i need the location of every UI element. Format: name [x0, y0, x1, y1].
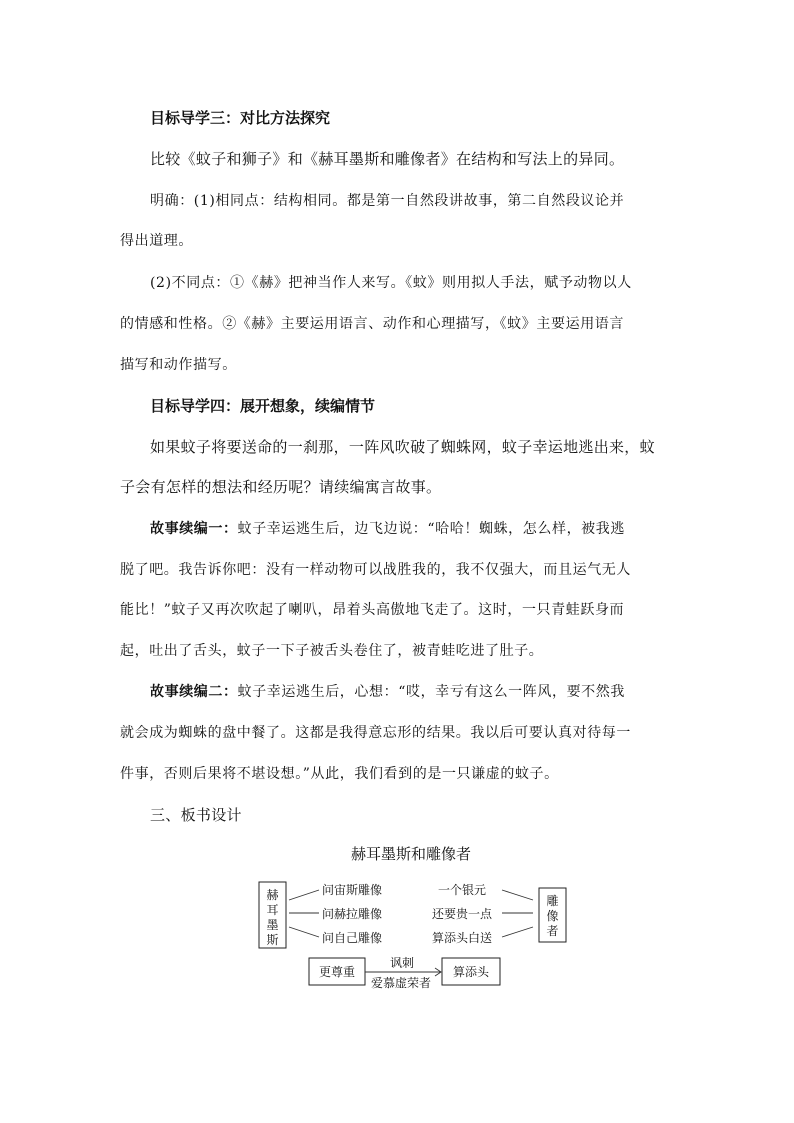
answer-line-4: 的情感和性格。②《赫》主要运用语言、动作和心理描写，《蚊》主要运用语言: [120, 316, 624, 332]
board-design-heading: 三、板书设计: [150, 806, 242, 824]
right-box-char-2: 像: [546, 909, 559, 923]
bottom-left-label: 更尊重: [318, 965, 356, 979]
story2-line-3: 件事，否则后果将不堪设想。”从此，我们看到的是一只谦虚的蚊子。: [120, 766, 559, 782]
bottom-left-box: [309, 958, 365, 985]
answer-line-2: 得出道理。: [120, 233, 193, 249]
section4-prompt-line-2: 子会有怎样的想法和经历呢？请续编寓言故事。: [120, 478, 442, 496]
section3-heading: 目标导学三：对比方法探究: [150, 109, 331, 127]
bottom-right-box: [442, 958, 500, 985]
answer-line-3: (2)不同点：①《赫》把神当作人来写。《蚊》则用拟人手法，赋予动物以人: [150, 275, 632, 291]
arrow-head: [435, 968, 441, 976]
right-box: [539, 888, 566, 942]
answer-line-1: 明确：(1)相同点：结构相同。都是第一自然段讲故事，第二自然段议论并: [150, 193, 625, 209]
left-item-2: 问赫拉雕像: [322, 907, 383, 921]
left-box-char-4: 斯: [266, 933, 279, 947]
left-box-char-3: 墨: [266, 918, 279, 932]
left-box-char-2: 耳: [266, 903, 279, 917]
story1-line-1: 故事续编一：蚊子幸运逃生后，边飞边说：“哈哈！蜘蛛，怎么样，被我逃: [150, 521, 625, 537]
left-box-char-1: 赫: [266, 888, 279, 902]
board-title: 赫耳墨斯和雕像者: [350, 845, 472, 863]
connector-left-1: [289, 890, 319, 900]
section4-prompt-line-1: 如果蚊子将要送命的一刹那，一阵风吹破了蜘蛛网，蚊子幸运地逃出来，蚊: [150, 438, 655, 456]
right-item-1: 一个银元: [437, 883, 487, 897]
connector-left-3: [289, 927, 319, 937]
left-item-3: 问自己雕像: [322, 931, 383, 945]
left-item-1: 问宙斯雕像: [322, 883, 383, 897]
section4-heading: 目标导学四：展开想象，续编情节: [150, 397, 376, 415]
connector-right-1: [502, 890, 533, 900]
story2-line-1: 故事续编二：蚊子幸运逃生后，心想：“哎，幸亏有这么一阵风，要不然我: [150, 684, 625, 700]
right-box-char-3: 者: [546, 924, 559, 938]
right-box-char-1: 雕: [546, 894, 559, 908]
arrow-bottom-label: 爱慕虚荣者: [370, 976, 432, 990]
story2-line-2: 就会成为蜘蛛的盘中餐了。这都是我得意忘形的结果。我以后可要认真对待每一: [120, 725, 631, 741]
story1-label: 故事续编一：: [150, 521, 238, 537]
right-item-3: 算添头白送: [431, 931, 493, 945]
story2-label: 故事续编二：: [150, 684, 238, 700]
story1-line-3: 能比！”蚊子又再次吹起了喇叭，昂着头高傲地飞走了。这时，一只青蛙跃身而: [120, 602, 625, 618]
story1-line-4: 起，吐出了舌头，蚊子一下子被舌头卷住了，被青蛙吃进了肚子。: [120, 643, 544, 659]
right-item-2: 还要贵一点: [431, 907, 493, 921]
story1-line-2: 脱了吧。我告诉你吧：没有一样动物可以战胜我的，我不仅强大，而且运气无人: [120, 562, 631, 578]
answer-line-5: 描写和动作描写。: [120, 357, 237, 373]
bottom-right-label: 算添头: [452, 965, 490, 979]
section3-question: 比较《蚊子和狮子》和《赫耳墨斯和雕像者》在结构和写法上的异同。: [150, 150, 625, 168]
arrow-top-label: 讽刺: [389, 956, 415, 970]
left-box: [259, 882, 286, 948]
connector-right-3: [502, 927, 533, 937]
